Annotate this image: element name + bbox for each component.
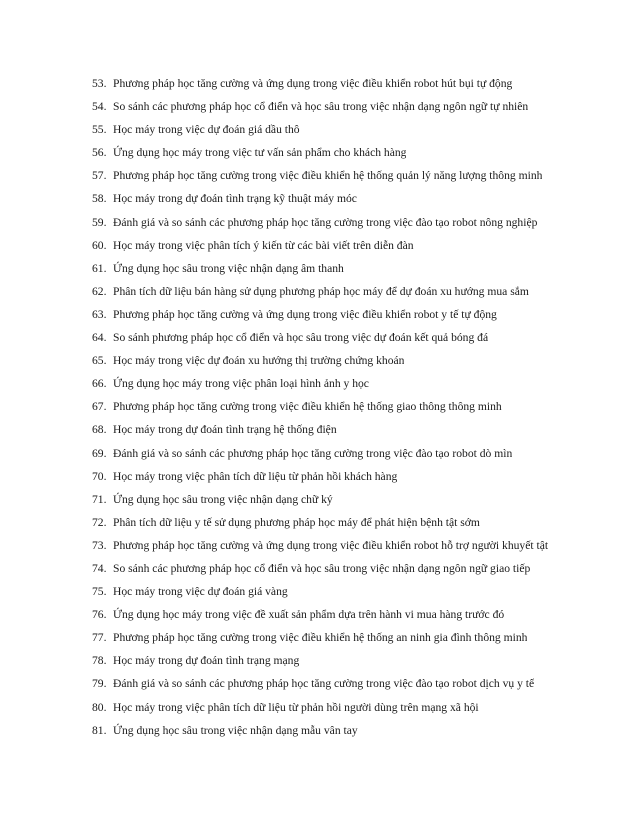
item-number: 72. — [92, 515, 107, 529]
item-number: 64. — [92, 331, 107, 345]
list-item — [92, 118, 612, 141]
item-number: 56. — [92, 146, 107, 160]
list-item — [92, 372, 612, 395]
item-text: Phương pháp học tăng cường trong việc điều khiển hệ thống giao thông thông minh — [113, 400, 502, 414]
item-text: Ứng dụng học sâu trong việc nhận dạng chữ ký — [113, 492, 333, 506]
item-text: Đánh giá và so sánh các phương pháp học tăng cường trong việc đào tạo robot nông nghiệp — [113, 215, 538, 229]
item-text: Phương pháp học tăng cường trong việc điều khiển hệ thống an ninh gia đình thông minh — [113, 631, 528, 645]
item-text: Học máy trong việc phân tích dữ liệu từ phản hồi khách hàng — [113, 469, 398, 483]
item-number: 79. — [92, 677, 107, 691]
list-item — [92, 257, 612, 280]
item-text: Học máy trong việc dự đoán giá dầu thô — [113, 123, 300, 137]
list-item — [92, 395, 612, 418]
item-text: Ứng dụng học sâu trong việc nhận dạng mẫu vân tay — [113, 723, 358, 737]
list-item — [92, 719, 612, 742]
item-text: Ứng dụng học máy trong việc tư vấn sản phẩm cho khách hàng — [113, 146, 407, 160]
list-item — [92, 511, 612, 534]
item-number: 60. — [92, 238, 107, 252]
item-text: So sánh phương pháp học cổ điển và học sâu trong việc dự đoán kết quả bóng đá — [113, 331, 489, 345]
item-text: So sánh các phương pháp học cổ điển và học sâu trong việc nhận dạng ngôn ngữ giao tiếp — [113, 561, 531, 575]
list-item — [92, 488, 612, 511]
list-item — [92, 95, 612, 118]
list-item — [92, 603, 612, 626]
item-text: Học máy trong việc phân tích dữ liệu từ phản hồi người dùng trên mạng xã hội — [113, 700, 479, 714]
list-item — [92, 534, 612, 557]
item-number: 69. — [92, 446, 107, 460]
list-item — [92, 280, 612, 303]
item-number: 57. — [92, 169, 107, 183]
item-number: 65. — [92, 354, 107, 368]
item-text: Ứng dụng học sâu trong việc nhận dạng âm thanh — [113, 261, 344, 275]
item-number: 68. — [92, 423, 107, 437]
item-text: Đánh giá và so sánh các phương pháp học tăng cường trong việc đào tạo robot dò mìn — [113, 446, 513, 460]
list-item — [92, 649, 612, 672]
item-number: 80. — [92, 700, 107, 714]
item-number: 76. — [92, 608, 107, 622]
item-text: Học máy trong việc dự đoán giá vàng — [113, 585, 288, 599]
item-text: Phương pháp học tăng cường và ứng dụng trong việc điều khiển robot y tế tự động — [113, 307, 497, 321]
list-item — [92, 557, 612, 580]
item-number: 71. — [92, 492, 107, 506]
list-item — [92, 442, 612, 465]
item-number: 75. — [92, 585, 107, 599]
item-number: 70. — [92, 469, 107, 483]
list-item — [92, 211, 612, 234]
list-item — [92, 164, 612, 187]
item-number: 66. — [92, 377, 107, 391]
item-number: 54. — [92, 100, 107, 114]
item-number: 55. — [92, 123, 107, 137]
list-item — [92, 326, 612, 349]
topic-list — [92, 72, 612, 742]
list-item — [92, 234, 612, 257]
item-text: Học máy trong dự đoán tình trạng kỹ thuật máy móc — [113, 192, 357, 206]
item-text: Học máy trong dự đoán tình trạng hệ thống điện — [113, 423, 337, 437]
list-item — [92, 187, 612, 210]
item-text: Phương pháp học tăng cường trong việc điều khiển hệ thống quản lý năng lượng thông minh — [113, 169, 543, 183]
list-item — [92, 465, 612, 488]
item-number: 53. — [92, 77, 107, 90]
list-item — [92, 696, 612, 719]
item-number: 58. — [92, 192, 107, 206]
list-item — [92, 72, 612, 95]
item-text: Phương pháp học tăng cường và ứng dụng trong việc điều khiển robot hỗ trợ người khuyết tật — [113, 538, 549, 552]
list-item — [92, 418, 612, 441]
item-number: 67. — [92, 400, 107, 414]
list-item — [92, 672, 612, 695]
list-item — [92, 349, 612, 372]
item-number: 81. — [92, 723, 107, 737]
item-text: So sánh các phương pháp học cổ điển và học sâu trong việc nhận dạng ngôn ngữ tự nhiên — [113, 100, 529, 114]
item-number: 73. — [92, 538, 107, 552]
item-number: 74. — [92, 561, 107, 575]
item-text: Phân tích dữ liệu bán hàng sử dụng phương pháp học máy để dự đoán xu hướng mua sắm — [113, 284, 529, 298]
item-number: 78. — [92, 654, 107, 668]
item-text: Học máy trong việc dự đoán xu hướng thị trường chứng khoán — [113, 354, 405, 368]
item-text: Phương pháp học tăng cường và ứng dụng trong việc điều khiển robot hút bụi tự động — [113, 77, 513, 90]
list-item — [92, 141, 612, 164]
list-item — [92, 580, 612, 603]
item-text: Phân tích dữ liệu y tế sử dụng phương pháp học máy để phát hiện bệnh tật sớm — [113, 515, 480, 529]
item-text: Đánh giá và so sánh các phương pháp học tăng cường trong việc đào tạo robot dịch vụ y tế — [113, 677, 535, 691]
item-text: Ứng dụng học máy trong việc đề xuất sản phẩm dựa trên hành vi mua hàng trước đó — [113, 608, 505, 622]
item-number: 62. — [92, 284, 107, 298]
item-text: Ứng dụng học máy trong việc phân loại hình ảnh y học — [113, 377, 369, 391]
item-number: 77. — [92, 631, 107, 645]
list-item — [92, 303, 612, 326]
item-text: Học máy trong dự đoán tình trạng mạng — [113, 654, 300, 668]
item-text: Học máy trong việc phân tích ý kiến từ các bài viết trên diễn đàn — [113, 238, 414, 252]
item-number: 63. — [92, 307, 107, 321]
list-item — [92, 626, 612, 649]
item-number: 61. — [92, 261, 107, 275]
item-number: 59. — [92, 215, 107, 229]
